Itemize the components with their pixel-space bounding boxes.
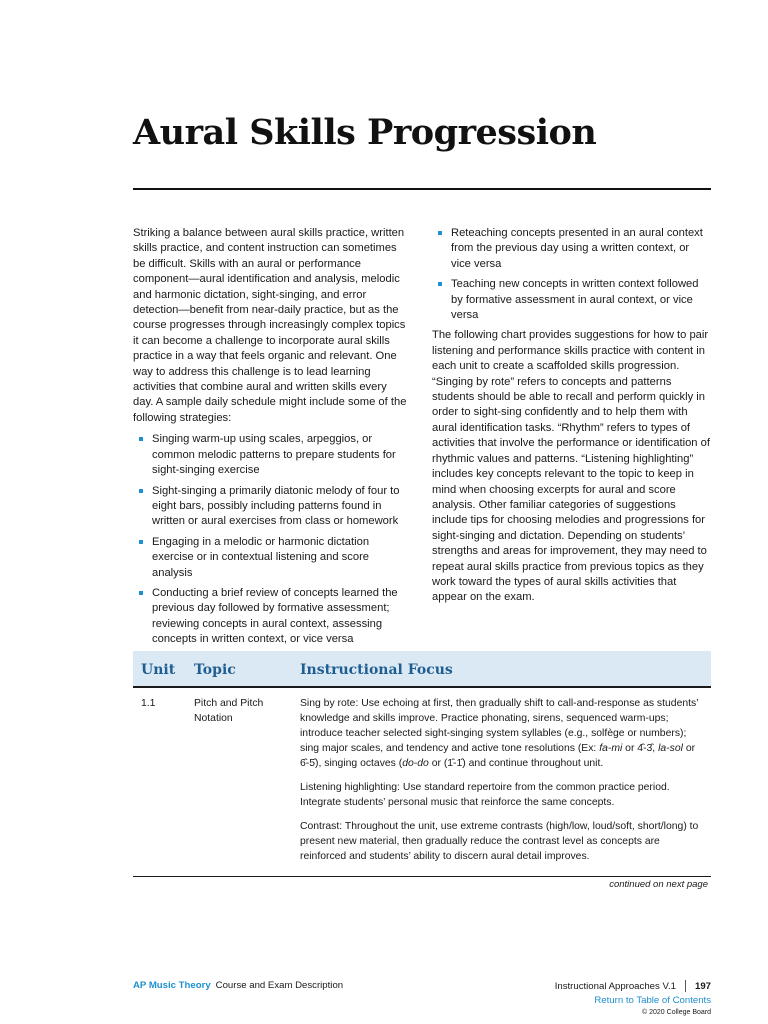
return-to-toc-link[interactable]: Return to Table of Contents: [594, 995, 711, 1006]
footer-brand: AP Music Theory: [133, 980, 211, 991]
listening-highlighting-paragraph: Listening highlighting: Use standard repertoire from the common practice period. Integrate students’ personal music that reinforce the same concepts.: [300, 782, 670, 808]
list-item: Engaging in a melodic or harmonic dictation exercise or in contextual listening and score analysis: [133, 535, 407, 581]
bullet-icon: [139, 437, 143, 441]
header-topic: Topic: [194, 662, 236, 678]
bullet-icon: [139, 591, 143, 595]
bullet-icon: [438, 231, 442, 235]
sing-by-rote-paragraph: Sing by rote: Use echoing at first, then gradually shift to call-and-response as students’ knowledge and skills improve. Practice phonating, sirens, sequenced warm-ups; introduce teacher selected sight-singing system syllables (e.g., solfège or numbers); sing major scales, and tendency and active tone resolutions (Ex: fa-mi or 4̂-3̂, la-sol or 6̂-5̂), singing octaves (do-do or (1̂-1̂) and continue throughout unit.: [300, 698, 699, 769]
page-number: 197: [694, 981, 711, 992]
footer-doc-title: Course and Exam Description: [215, 980, 344, 991]
chart-explanation-paragraph: The following chart provides suggestions for how to pair listening and performance skills practice with content in each unit to create a scaffolded skills progression. “Singing by rote” refers to concepts and patterns students should be able to recall and perform quickly in order to sight-sing confidently and to help them with aural identification tasks. “Rhythm” refers to types of activities that involve the performance or identification of rhythmic values and patterns. “Listening highlighting” includes key concepts relevant to the topic to keep in mind when choosing excerpts for aural and score analysis. Other familiar categories of suggestions include tips for choosing melodies and progressions for sight-singing and dictation. Depending on students’ strengths and areas for improvement, they may need to repeat aural skills practice from previous topics as they work toward the types of aural skills activities that appear on the exam.: [432, 329, 710, 604]
list-item: Sight-singing a primarily diatonic melody of four to eight bars, possibly including patterns found in written or aural exercises from class or homework: [133, 484, 407, 530]
footer-separator: [685, 980, 686, 992]
intro-paragraph: Striking a balance between aural skills practice, written skills practice, and content instruction can sometimes be difficult. Skills with an aural or performance component—aural identification and analysis, melodic and harmonic dictation, sight-singing, and error detection—benefit from near-daily practice, but as the course progresses through increasingly complex topics it can become a challenge to incorporate aural skills practice in a way that feels organic and relevant. One way to address this challenge is to lead learning activities that combine aural and written skills every day. A sample daily schedule might include some of the following strategies:: [133, 227, 407, 424]
footer-right: [555, 980, 711, 1017]
list-item: Conducting a brief review of concepts learned the previous day followed by formative assessment; reviewing concepts in aural context, assessing concepts in written context, or vice versa: [133, 586, 407, 648]
header-instructional-focus: Instructional Focus: [300, 662, 453, 678]
list-item: Singing warm-up using scales, arpeggios, or common melodic patterns to prepare students for sight-singing exercise: [133, 432, 407, 478]
page-title: Aural Skills Progression: [133, 112, 597, 153]
list-item: Reteaching concepts presented in an aural context from the previous day using a written context, or vice versa: [432, 226, 712, 272]
header-unit: Unit: [141, 662, 176, 678]
continued-note: continued on next page: [609, 879, 708, 890]
bullet-icon: [438, 282, 442, 286]
strategy-list-continued: [432, 226, 712, 323]
copyright: © 2020 College Board: [642, 1009, 711, 1016]
topic-cell: Pitch and Pitch Notation: [194, 698, 264, 724]
list-item: Teaching new concepts in written context followed by formative assessment in aural context, or vice versa: [432, 277, 712, 323]
strategy-list: [133, 432, 407, 647]
contrast-paragraph: Contrast: Throughout the unit, use extreme contrasts (high/low, loud/soft, short/long) to present new material, then gradually reduce the contrast level as concepts are reinforced and students’ ability to discern aural detail improves.: [300, 821, 699, 862]
title-divider: [133, 188, 711, 190]
focus-cell: [300, 696, 705, 873]
bullet-icon: [139, 489, 143, 493]
footer-version: V.1: [662, 981, 676, 992]
table-row: [133, 688, 711, 877]
footer-left: [133, 980, 343, 991]
bullet-icon: [139, 540, 143, 544]
aural-skills-table: [133, 651, 711, 877]
footer-section: Instructional Approaches: [554, 981, 660, 992]
table-header: [133, 651, 711, 688]
unit-cell: 1.1: [141, 698, 156, 709]
right-column: [432, 226, 712, 612]
left-column: [133, 226, 407, 653]
